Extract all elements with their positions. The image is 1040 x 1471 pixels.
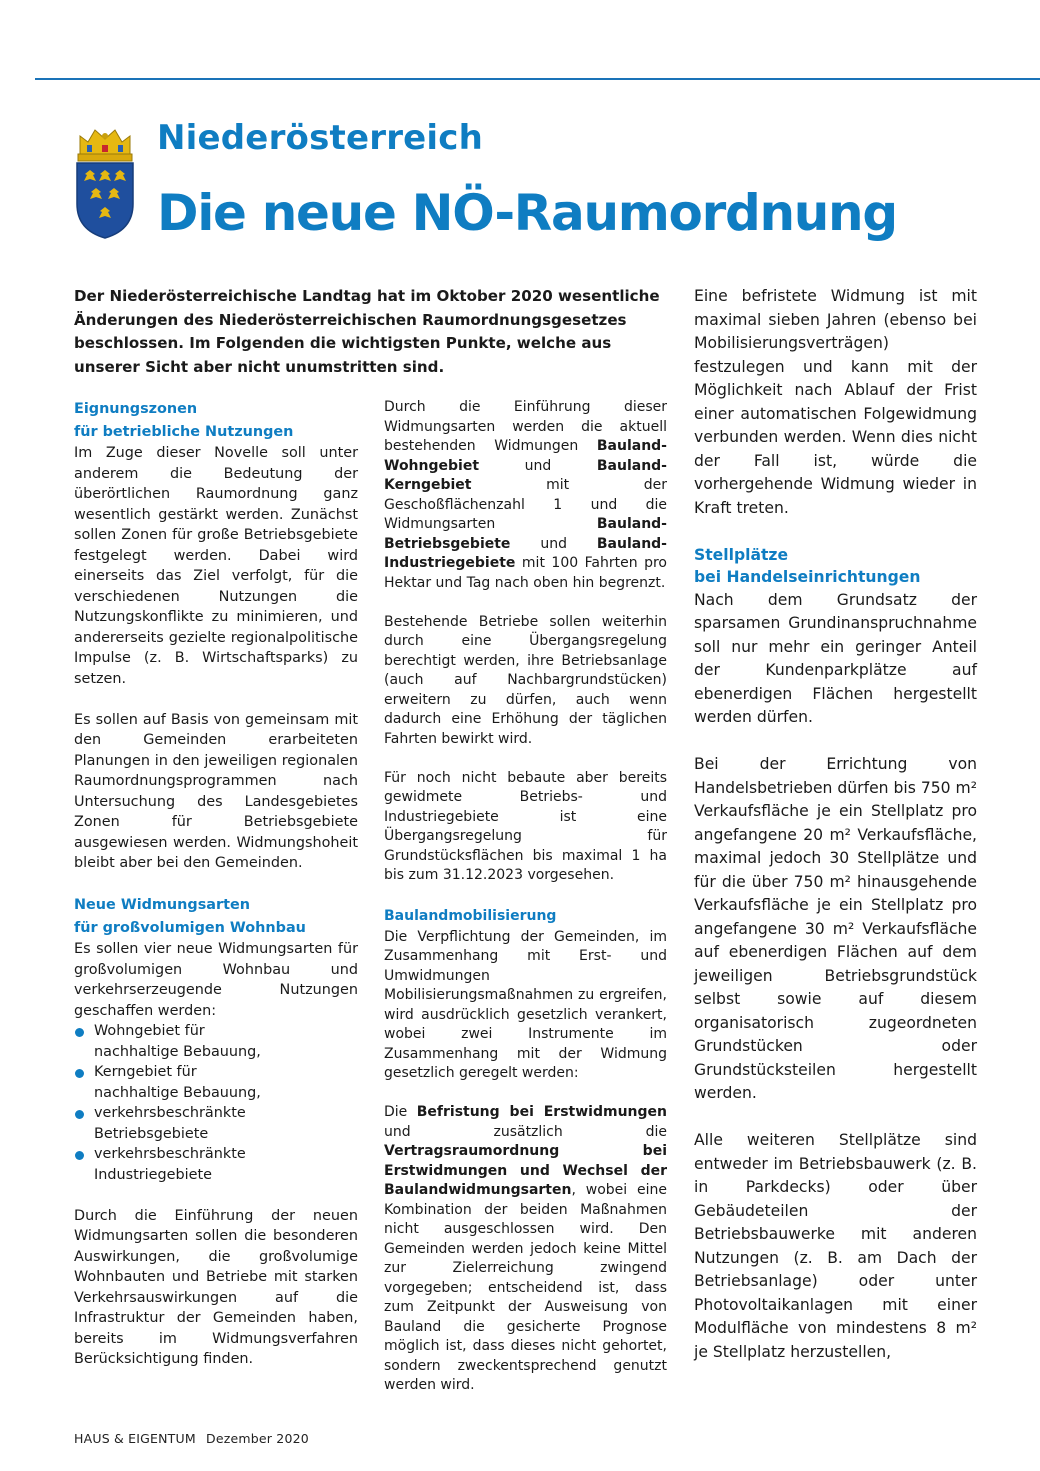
- bullet-list: [74, 1021, 358, 1185]
- list-item: Kerngebiet für nachhaltige Bebauung,: [74, 1062, 358, 1103]
- column-3: [694, 285, 977, 1364]
- section-heading-widmungsarten: Neue Widmungsarten für großvolumigen Wohnbau: [74, 897, 306, 936]
- section-heading-eignungszonen: Eignungszonen für betriebliche Nutzungen: [74, 401, 294, 440]
- paragraph: Bestehende Betriebe sollen weiterhin durch eine Übergangsregelung berechtigt werden, ihre Betriebsanlage (auch auf Nachbargrundstücken) erweitern zu dürfen, auch wenn dadurch eine Erhöhung der täglichen Fahrten bewirkt wird.: [384, 613, 667, 747]
- paragraph: Eine befristete Widmung ist mit maximal sieben Jahren (ebenso bei Mobilisierungsverträgen) festzulegen und kann mit der Möglichkeit nach Ablauf der Frist einer automatischen Folgewidmung verbunden werden. Wenn dies nicht der Fall ist, würde die vorhergehende Widmung wieder in Kraft treten.: [694, 287, 977, 517]
- page-footer: [74, 1431, 315, 1446]
- list-item: verkehrsbeschränkte Industriegebiete: [74, 1144, 358, 1185]
- paragraph: Die Befristung bei Erstwidmungen und zusätzlich die Vertragsraumordnung bei Erstwidmungen und Wechsel der Baulandwidmungsarten, wobei eine Kombination der beiden Maßnahmen nicht ausgeschlossen wird. Den Gemeinden werden jedoch keine Mittel zur Zielerreichung zwingend vorgegeben; entscheidend ist, dass zum Zeitpunkt der Ausweisung von Bauland die gesicherte Prognose möglich ist, dass dieses nicht gehortet, sondern zweckentsprechend genutzt werden wird.: [384, 1104, 667, 1393]
- section-heading-baulandmobilisierung: Baulandmobilisierung: [384, 908, 557, 924]
- paragraph: Bei der Errichtung von Handelsbetrieben dürfen bis 750 m² Verkaufsfläche je ein Stellplatz pro angefangene 20 m² Verkaufsfläche, maximal jedoch 30 Stellplätze und für die über 750 m² hinausgehende Verkaufsfläche je ein Stellplatz pro angefangene 30 m² Verkaufsfläche auf ebenerdigen Flächen auf dem jeweiligen Betriebsgrundstück selbst sowie auf diesem organisatorisch zugeordneten Grundstücken oder Grundstücksteilen hergestellt werden.: [694, 755, 977, 1102]
- paragraph: Für noch nicht bebaute aber bereits gewidmete Betriebs- und Industriegebiete ist eine Übergangsregelung für Grundstücksflächen bis maximal 1 ha bis zum 31.12.2023 vorgesehen.: [384, 769, 667, 883]
- page-title: Die neue NÖ-Raumordnung: [157, 184, 897, 242]
- paragraph: Nach dem Grundsatz der sparsamen Grundinanspruchnahme soll nur mehr ein geringer Anteil der Kundenparkplätze auf ebenerdigen Flächen hergestellt werden dürfen.: [694, 590, 977, 726]
- list-item: verkehrsbeschränkte Betriebsgebiete: [74, 1103, 358, 1144]
- paragraph: Die Verpflichtung der Gemeinden, im Zusammenhang mit Erst- und Umwidmungen Mobilisierungsmaßnahmen zu ergreifen, wird ausdrücklich gesetzlich verankert, wobei zwei Instrumente im Zusammenhang mit der Widmung gesetzlich geregelt werden:: [384, 928, 667, 1081]
- column-2: [384, 398, 667, 1396]
- list-item: Wohngebiet für nachhaltige Bebauung,: [74, 1021, 358, 1062]
- paragraph: Alle weiteren Stellplätze sind entweder im Betriebsbauwerk (z. B. in Parkdecks) oder über Gebäudeteilen der Betriebsbauwerke mit anderen Nutzungen (z. B. am Dach der Betriebsanlage) oder unter Photovoltaikanlagen mit einer Modulfläche von mindestens 8 m² je Stellplatz herzustellen,: [694, 1131, 977, 1361]
- paragraph: Es sollen auf Basis von gemeinsam mit den Gemeinden erarbeiteten Planungen in den jeweiligen regionalen Raumordnungsprogrammen nach Untersuchung des Landesgebietes Zonen für Betriebsgebiete ausgewiesen werden. Widmungshoheit bleibt aber bei den Gemeinden.: [74, 711, 358, 871]
- column-1: [74, 398, 358, 1370]
- bullet-icon: [75, 1110, 84, 1119]
- publication-date: Dezember 2020: [206, 1431, 309, 1446]
- paragraph-continued: Durch die Einführung der neuen Widmungsarten sollen die besonderen Auswirkungen, die großvolumige Wohnbauten und Betriebe mit starken Verkehrsauswirkungen auf die Infrastruktur der Gemeinden haben, bereits im Widmungsverfahren Berücksichtigung finden.: [74, 1207, 358, 1367]
- bullet-icon: [75, 1028, 84, 1037]
- region-kicker: Niederösterreich: [157, 118, 484, 158]
- bullet-icon: [75, 1069, 84, 1078]
- paragraph: Durch die Einführung dieser Widmungsarten werden die aktuell bestehenden Widmungen Bauland-Wohngebiet und Bauland-Kerngebiet mit der Geschoßflächenzahl 1 und die Widmungsarten Bauland-Betriebsgebiete und Bauland-Industriegebiete mit 100 Fahrten pro Hektar und Tag nach oben hin begrenzt.: [384, 399, 667, 591]
- publication-name: HAUS & EIGENTUM: [74, 1431, 196, 1446]
- top-rule: [35, 78, 1040, 80]
- paragraph: Im Zuge dieser Novelle soll unter anderem die Bedeutung der überörtlichen Raumordnung ganz wesentlich gestärkt werden. Zunächst sollen Zonen für große Betriebsgebiete festgelegt werden. Dabei wird einerseits das Ziel verfolgt, für die verschiedenen Nutzungen die Nutzungskonflikte zu minimieren, und andererseits gezielte regionalpolitische Impulse (z. B. Wirtschaftsparks) zu setzen.: [74, 445, 358, 687]
- paragraph: Es sollen vier neue Widmungsarten für großvolumigen Wohnbau und verkehrserzeugende Nutzungen geschaffen werden:: [74, 941, 358, 1019]
- bullet-icon: [75, 1151, 84, 1160]
- intro-paragraph: Der Niederösterreichische Landtag hat im Oktober 2020 wesentliche Änderungen des Niederösterreichischen Raumordnungsgesetzes beschlossen. Im Folgenden die wichtigsten Punkte, welche aus unserer Sicht aber nicht unumstritten sind.: [74, 287, 660, 376]
- section-heading-stellplaetze: Stellplätze bei Handelseinrichtungen: [694, 545, 921, 586]
- lower-austria-crest-icon: [74, 126, 136, 240]
